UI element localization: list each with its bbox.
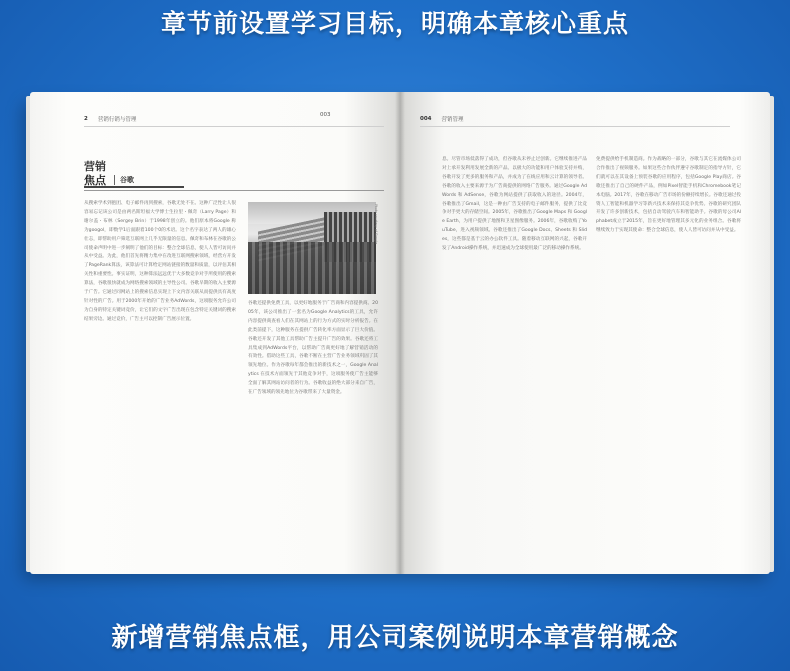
left-page-right-number: 003: [320, 112, 331, 118]
right-column-1: 息。尽管市场低落得了成功，但谷歌从未停止过创新。它继续推进产品对上承开发利用发展全新的产品。以极大的功能和用户体验支持并购，谷歌开发了更多的服务和产品，并成为了在线应用和云计算的领导者。谷歌的收入主要来源于为广告商提供的网络广告服务。通过Google AdWords 和 AdSense，谷歌为网站提供了获取收入的途径。2004年，谷歌推出了Gmail，这是一种由广告支持的电子邮件服务，提供了比竞争对手更大的存储空间。2005年，谷歌推出了Google Maps 和 Google Earth，为用户提供了地图和卫星图像服务。2006年，谷歌收购了YouTube，进入视频领域。谷歌还推出了Google Docs、Sheets 和 Slides，这些都是基于云的办公软件工具。随着移动互联网的兴起，谷歌开发了Android操作系统，并迅速成为全球使用最广泛的移动操作系统。: [442, 157, 587, 252]
right-running-rule: [420, 126, 730, 127]
right-column-2: 免费提供给手机制造商。作为战略的一部分，谷歌与其它在流媒体公司合作推出了视频服务。如果这些合作伙伴遵守谷歌制定的指导方针，它们就可以在其设备上预装谷歌的应用程序，包括Google Play商店。谷歌还推出了自己的硬件产品，例如Pixel智能手机和Chromebook笔记本电脑。2017年，谷歌在移动广告市场的份额持续增长。谷歌还通过投资人工智能和机器学习等新兴技术来保持其竞争优势。谷歌的研究团队开发了许多创新技术，包括自动驾驶汽车和智能助手。谷歌的母公司Alphabet成立于2015年，旨在更好地管理其多元化的业务组合。谷歌将继续致力于实现其使命：整合全球信息，使人人皆可访问并从中受益。: [596, 157, 741, 234]
bottom-banner-text: 新增营销焦点框，用公司案例说明本章营销概念: [111, 622, 679, 653]
photo-building-c: [248, 242, 376, 294]
top-banner: [0, 0, 790, 44]
left-running-title: 营销行销与管理: [97, 117, 137, 123]
building-photo: [248, 202, 376, 294]
right-page-number: 004: [420, 116, 432, 122]
focus-label: 焦点: [84, 174, 106, 187]
right-running-head: [420, 112, 720, 126]
top-banner-text: 章节前设置学习目标，明确本章核心重点: [160, 9, 629, 38]
left-page: [30, 92, 400, 574]
left-running-rule: [84, 126, 384, 127]
book-spine: [395, 92, 405, 574]
bottom-banner: [0, 610, 790, 660]
left-page-number: 2: [84, 116, 88, 122]
right-running-title: 营销管理: [441, 117, 464, 123]
focus-subtitle: 谷歌: [114, 175, 134, 185]
left-column-2: 谷歌还提供免费工具，以更好地服务于广告商和内容提供商。2005年，该公司推出了一套名为Google Analytics的工具，允许内容提供商查看人们在其网站上的行为方式的实时分析报告。在此类前提下，这种服务在提供广告转化率方面显示了巨大价值。谷歌还开发了其他工具帮助广告主提升广告的效果。谷歌还将工具集成到AdWords平台，以帮助广告商更好地了解营销活动的有效性。借助这些工具，谷歌不断在主营广告业务领域巩固了其领先地位。作为谷歌每年都会推出的新技术之一，Google Analytics 在技术方面领先于其他竞争对手，这项服务使广告主能够全面了解其网站访问者的行为。谷歌收益的绝大部分来自广告，在广告领域的领先地位为谷歌带来了大量资金。: [248, 301, 378, 396]
section-title: 营销: [84, 160, 106, 173]
left-running-head: [84, 112, 384, 126]
marketing-focus-box: [84, 174, 184, 188]
left-column-1: 从搜索学术到抱团、电子邮件再到搜索，谷歌无处不在。这种广泛性让人很容易忘记该公司是由两名斯坦福大学博士生拉里・佩奇（Larry Page）和谢尔盖・布林（Sergey Brin）于1998年创立的。他们原本将Google 称为googol，即数学1后面跟着100个0的术语。这个名字表达了两人的雄心壮志，即帮助用户筛选互联网上几乎无限量的信息。佩奇和布林在谷歌的公司使命声明中进一步阐明了他们的目标：整合全球信息，使人人皆可访问并从中受益。为此，他们首先将精力集中在改进互联网搜索领域，经营方开发了PageRank算法，该算法可计算给定网站链接的数量和质量，以评估其相关性和重要性。事实证明，这种算法远远优于大多数竞争对手所使用的搜索算法，谷歌很快就成为网络搜索领域的主导性公司。谷歌早期的收入主要源于广告。它通过同网站上的搜索信息实现上下文内容关联从而提供具有高度针对性的广告。用于2000年开始的广告业务AdWords，这项服务允许公司为自身的特定关键词竞价，让它们的文字广告出现在包含特定关键词的搜索结果旁边。通过竞价，广告主可以控制广告展示位置。: [84, 201, 236, 322]
photo-caption: Photo courtesy of Google: [374, 204, 378, 245]
focus-rule: [84, 190, 384, 191]
right-page: [400, 92, 770, 574]
